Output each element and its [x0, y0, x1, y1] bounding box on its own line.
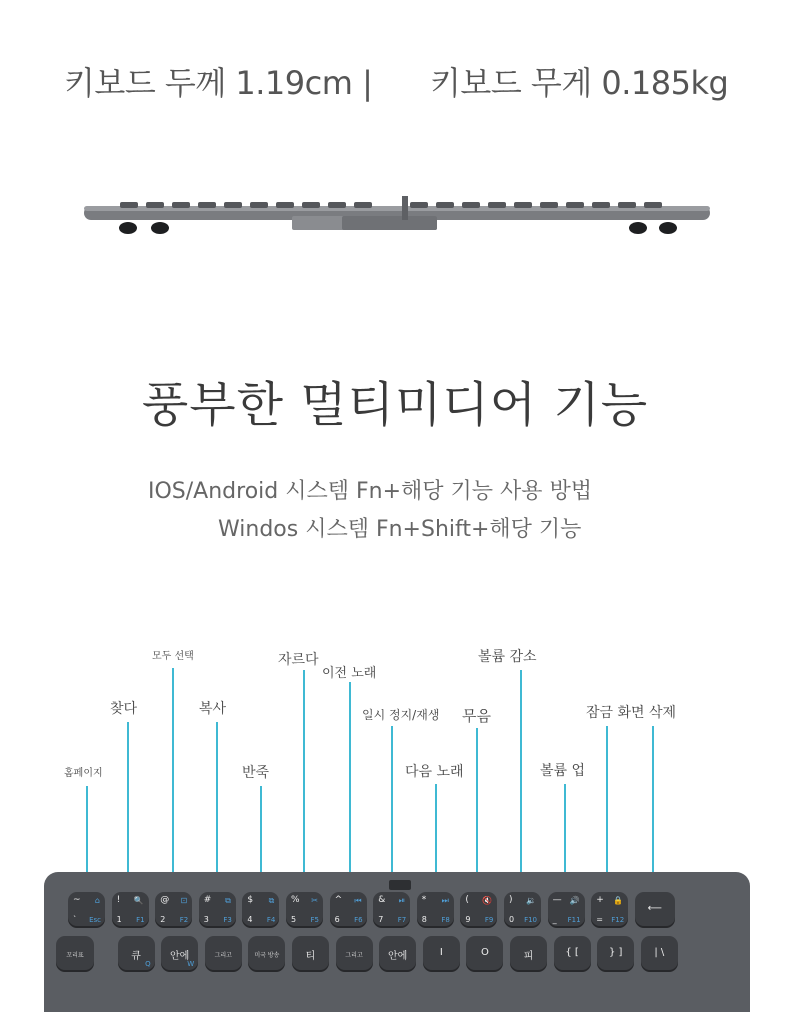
key-label-tr: ⌂ [94, 896, 100, 905]
key-label-main: } ] [608, 947, 623, 958]
callout-paste: 반죽 [242, 765, 270, 781]
key-fn-row-6 [330, 892, 367, 928]
key-label-bl: 8 [421, 915, 427, 924]
key-q-row-10 [510, 936, 547, 972]
key-q-row-4 [248, 936, 285, 972]
callout-lock-screen: 잠금 화면 삭제 [586, 705, 677, 721]
keyboard-weight-spec: 키보드 무게 0.185kg [430, 64, 729, 102]
callout-next-track: 다음 노래 [405, 764, 464, 780]
leader-line-mute [476, 728, 478, 886]
key-fn-row-8 [417, 892, 454, 928]
key-label-tr: 🔍 [133, 896, 144, 905]
key-label-tl: * [421, 895, 427, 905]
key-fn-row-0 [68, 892, 105, 928]
keyboard-side-view [80, 196, 716, 242]
key-label-sub: W [187, 960, 195, 968]
key-label-c: ⟵ [647, 903, 662, 914]
key-label-br: F8 [441, 916, 450, 924]
windows-instruction: Windos 시스템 Fn+Shift+해당 기능 [218, 517, 582, 542]
key-label-bl: ` [73, 915, 77, 924]
key-label-bl: 0 [509, 915, 515, 924]
key-label-small: 미국 방송 [254, 952, 280, 959]
callout-copy: 복사 [199, 701, 227, 717]
key-label-tr: ⏮ [354, 896, 362, 905]
key-label-tr: ✂ [311, 896, 318, 905]
key-label-tl: ) [509, 895, 513, 905]
key-label-main: { [ [565, 947, 579, 958]
key-fn-row-11 [548, 892, 585, 928]
key-label-tl: ( [465, 895, 469, 905]
leader-line-delete [652, 726, 654, 886]
key-fn-row-10 [504, 892, 541, 928]
key-label-tr: ⧉ [225, 896, 231, 905]
key-fn-row-1 [112, 892, 149, 928]
key-label-tr: ⊡ [180, 896, 188, 905]
key-label-tl: — [552, 895, 562, 905]
key-label-br: F1 [136, 916, 145, 924]
key-label-bl: = [596, 915, 603, 924]
key-fn-row-5 [286, 892, 323, 928]
key-label-br: F10 [524, 916, 537, 924]
key-label-tl: & [378, 895, 386, 905]
key-label-main: 안에 [388, 951, 408, 962]
key-fn-row-4 [242, 892, 279, 928]
leader-line-copy [216, 722, 218, 886]
callout-prev-track: 이전 노래 [322, 666, 377, 681]
key-label-bl: 5 [291, 915, 297, 924]
key-label-main: O [480, 947, 489, 958]
callout-select-all: 모두 선택 [152, 651, 194, 662]
leader-line-prev-track [349, 682, 351, 886]
key-label-tl: ~ [73, 895, 81, 905]
leader-line-lock [606, 726, 608, 886]
key-fn-row-2 [155, 892, 192, 928]
key-label-br: F6 [354, 916, 363, 924]
key-label-bl: 7 [378, 915, 384, 924]
key-label-main: I [439, 947, 443, 958]
key-label-tr: 🔇 [482, 896, 493, 905]
leader-line-volume-down [520, 670, 522, 886]
key-label-bl: 9 [465, 915, 471, 924]
callout-mute: 무음 [462, 707, 491, 725]
key-fn-row-12 [591, 892, 628, 928]
key-label-bl: 4 [247, 915, 253, 924]
key-label-br: F4 [266, 916, 276, 924]
key-label-tl: % [291, 895, 300, 905]
key-q-row-11 [554, 936, 591, 972]
key-label-main: 티 [305, 951, 316, 962]
key-label-bl: 6 [334, 915, 340, 924]
key-label-sub: Q [145, 960, 151, 968]
key-label-tr: ⧉ [268, 896, 275, 905]
key-label-small: 꼬리표 [66, 952, 84, 959]
key-label-tr: 🔉 [526, 896, 536, 905]
key-label-br: F9 [484, 916, 494, 924]
callout-volume-up: 볼륨 업 [540, 763, 586, 779]
leader-line-volume-up [564, 784, 566, 886]
key-label-br: F7 [397, 916, 407, 924]
key-label-main: 안에 [170, 951, 190, 962]
key-label-bl: 3 [203, 915, 209, 924]
key-q-row-1 [118, 936, 155, 972]
leader-line-select-all [172, 668, 174, 886]
callout-cut: 자르다 [278, 652, 319, 668]
leader-line-paste [260, 786, 262, 886]
key-label-tl: ! [116, 895, 121, 905]
key-label-br: F3 [223, 916, 232, 924]
key-q-row-2 [161, 936, 198, 972]
key-label-tr: 🔒 [613, 896, 624, 905]
leader-line-next-track [435, 784, 437, 886]
key-label-tl: @ [160, 895, 170, 905]
key-q-row-0 [56, 936, 94, 972]
key-q-row-8 [423, 936, 460, 972]
key-label-main: | \ [654, 947, 665, 958]
key-label-tr: ⏯ [398, 896, 406, 905]
multimedia-headline: 풍부한 멀티미디어 기능 [141, 377, 649, 433]
key-label-bl: _ [552, 915, 557, 924]
key-label-main: 피 [523, 951, 534, 962]
key-label-br: F2 [179, 916, 189, 924]
ios-android-instruction: IOS/Android 시스템 Fn+해당 기능 사용 방법 [148, 479, 593, 504]
key-q-row-5 [292, 936, 329, 972]
key-fn-row-9 [460, 892, 497, 928]
key-label-main: 큐 [131, 951, 141, 962]
key-label-bl: 2 [160, 915, 166, 924]
callout-home: 홈페이지 [64, 768, 103, 779]
key-q-row-3 [205, 936, 242, 972]
key-fn-row-7 [373, 892, 410, 928]
callout-search: 찾다 [110, 701, 138, 717]
key-label-br: F5 [310, 916, 319, 924]
keyboard-hinge [389, 880, 411, 890]
key-label-tl: $ [247, 895, 254, 905]
leader-line-home [86, 786, 88, 886]
keyboard-thickness-spec: 키보드 두께 1.19cm | [64, 64, 373, 102]
key-label-br: F11 [567, 916, 581, 924]
callout-play-pause: 일시 정지/재생 [362, 708, 440, 722]
keyboard-top-view [44, 872, 750, 1012]
key-fn-row-3 [199, 892, 236, 928]
key-q-row-7 [379, 936, 416, 972]
key-fn-row-13 [635, 892, 675, 928]
leader-line-cut [303, 670, 305, 886]
key-q-row-12 [597, 936, 634, 972]
key-label-br: Esc [89, 916, 101, 924]
key-label-bl: 1 [116, 915, 122, 924]
key-label-br: F12 [611, 916, 625, 924]
key-q-row-6 [336, 936, 373, 972]
key-label-tr: ⏭ [441, 896, 449, 905]
key-label-tl: ^ [334, 895, 343, 905]
key-label-tr: 🔊 [569, 896, 580, 905]
key-label-small: 그리고 [345, 952, 363, 959]
key-q-row-13 [641, 936, 678, 972]
leader-line-play-pause [391, 726, 393, 886]
key-label-tl: + [596, 895, 604, 905]
key-label-small: 그리고 [214, 952, 232, 959]
leader-line-search [127, 722, 129, 886]
key-q-row-9 [466, 936, 503, 972]
key-label-tl: # [203, 895, 212, 905]
callout-volume-down: 볼륨 감소 [478, 649, 537, 665]
